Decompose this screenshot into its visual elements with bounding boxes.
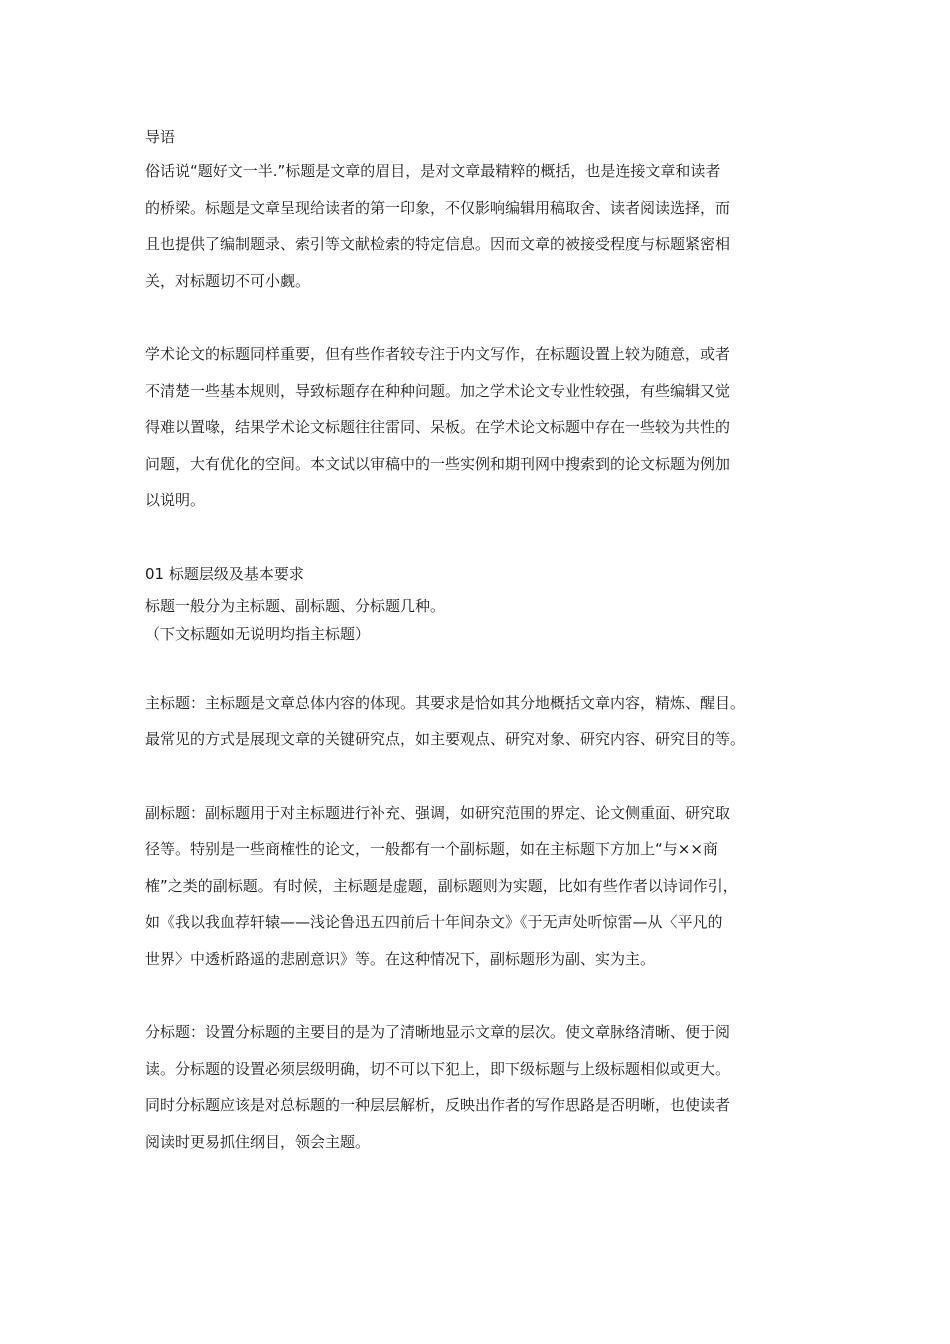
section-note-line: （下文标题如无说明均指主标题） — [145, 624, 371, 643]
intro-heading: 导语 — [145, 128, 176, 146]
section-title-paragraph — [145, 1014, 815, 1160]
paragraph-line: 同时分标题应该是对总标题的一种层层解析，反映出作者的写作思路是否明晰，也使读者 — [145, 1096, 731, 1114]
paragraph-line: 最常见的方式是展现文章的关键研究点，如主要观点、研究对象、研究内容、研究目的等。 — [145, 730, 746, 748]
paragraph-line: 俗话说“题好文一半.”标题是文章的眉目，是对文章最精粹的概括，也是连接文章和读者 — [145, 162, 721, 180]
paragraph-line: 且也提供了编制题录、索引等文献检索的特定信息。因而文章的被接受程度与标题紧密相 — [145, 235, 731, 253]
paragraph-line: 主标题：主标题是文章总体内容的体现。其要求是恰如其分地概括文章内容，精炼、醒目。 — [145, 693, 746, 712]
paragraph-line: 得难以置喙，结果学术论文标题往往雷同、呆板。在学术论文标题中存在一些较为共性的 — [145, 418, 731, 436]
paragraph-line: 学术论文的标题同样重要，但有些作者较专注于内文写作，在标题设置上较为随意，或者 — [145, 345, 731, 363]
document-body — [145, 126, 815, 1160]
paragraph-line: 如《我以我血荐轩辕——浅论鲁迅五四前后十年间杂文》《于无声处听惊雷—从〈平凡的 — [145, 913, 723, 931]
paragraph-line: 阅读时更易抓住纲目，领会主题。 — [145, 1132, 371, 1151]
paragraph-line: 分标题：设置分标题的主要目的是为了清晰地显示文章的层次。使文章脉络清晰、便于阅 — [145, 1023, 731, 1041]
subtitle-paragraph — [145, 795, 815, 978]
paragraph-line: 问题，大有优化的空间。本文试以审稿中的一些实例和期刊网中搜索到的论文标题为例加 — [145, 454, 731, 473]
section-intro-line: 标题一般分为主标题、副标题、分标题几种。 — [145, 596, 446, 615]
paragraph-line: 不清楚一些基本规则，导致标题存在种种问题。加之学术论文专业性较强，有些编辑又觉 — [145, 381, 731, 400]
main-title-paragraph — [145, 685, 815, 758]
paragraph-line: 读。分标题的设置必须层级明确，切不可以下犯上，即下级标题与上级标题相似或更大。 — [145, 1059, 731, 1078]
paragraph-line: 以说明。 — [145, 491, 206, 509]
intro-paragraph — [145, 153, 815, 299]
section-heading: 01 标题层级及基本要求 — [145, 564, 304, 583]
paragraph-line: 的桥梁。标题是文章呈现给读者的第一印象，不仅影响编辑用稿取舍、读者阅读选择，而 — [145, 198, 731, 217]
paragraph-line: 径等。特别是一些商榷性的论文，一般都有一个副标题，如在主标题下方加上“与××商 — [145, 840, 718, 858]
academic-title-paragraph — [145, 336, 815, 519]
paragraph-line: 关，对标题切不可小觑。 — [145, 271, 311, 290]
paragraph-line: 世界〉中透析路遥的悲剧意识》等。在这种情况下，副标题形为副、实为主。 — [145, 949, 656, 968]
paragraph-line: 副标题：副标题用于对主标题进行补充、强调，如研究范围的界定、论文侧重面、研究取 — [145, 803, 731, 822]
section-1 — [145, 556, 815, 648]
paragraph-line: 榷”之类的副标题。有时候，主标题是虚题，副标题则为实题，比如有些作者以诗词作引， — [145, 876, 738, 895]
